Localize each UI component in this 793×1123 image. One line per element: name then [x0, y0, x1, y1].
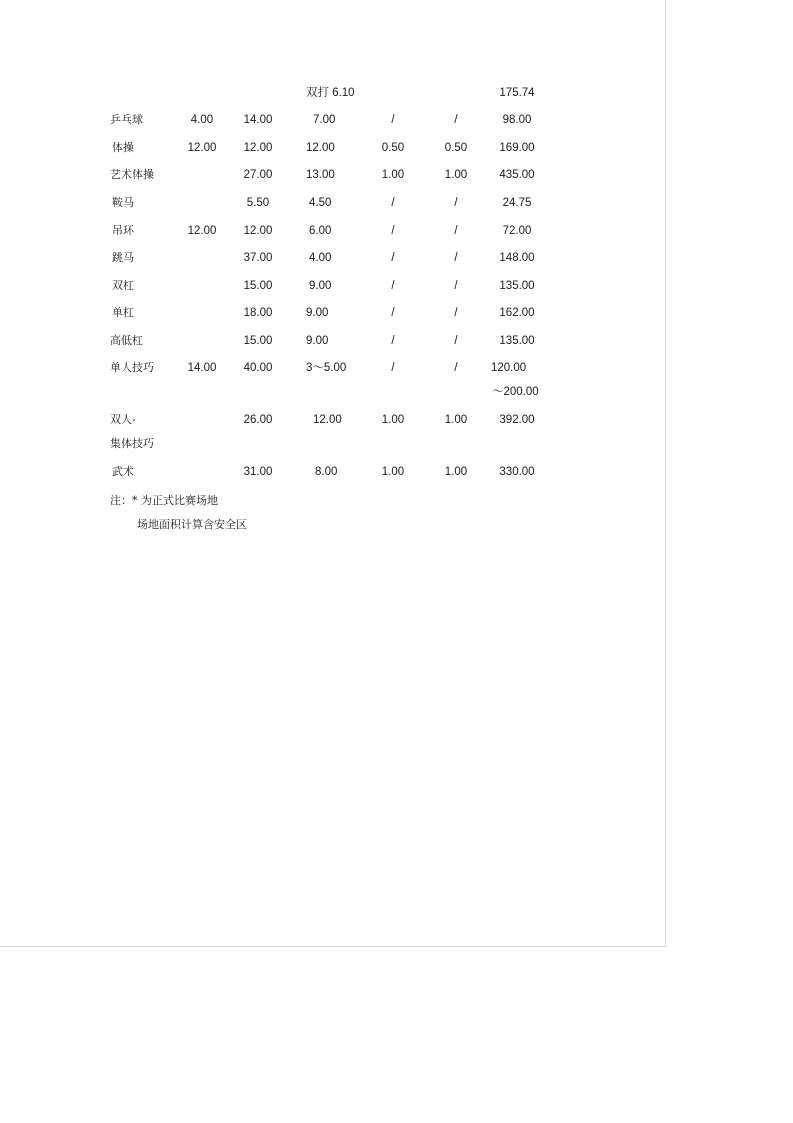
cell: 330.00 — [499, 466, 535, 478]
cell-doubles-width: 双打 6.10 — [306, 87, 355, 99]
cell: 15.00 — [243, 335, 273, 347]
cell: 13.00 — [306, 169, 335, 181]
cell: 31.00 — [243, 466, 273, 478]
cell: 3～5.00 — [306, 362, 347, 374]
cell: 135.00 — [499, 335, 535, 347]
row-name: 双杠 — [112, 279, 134, 292]
cell-doubles-area: 175.74 — [499, 87, 535, 99]
cell: 24.75 — [502, 197, 532, 209]
cell: 0.50 — [444, 142, 468, 154]
cell: / — [454, 362, 458, 374]
row-name: 单杠 — [112, 306, 134, 319]
cell: 98.00 — [502, 114, 532, 126]
row-name-continuation: 集体技巧 — [110, 437, 154, 450]
cell: 7.00 — [313, 114, 336, 126]
cell-continuation: ～200.00 — [492, 386, 539, 398]
cell: 40.00 — [243, 362, 273, 374]
cell: 12.00 — [187, 142, 217, 154]
cell: 1.00 — [381, 466, 405, 478]
row-name: 体操 — [112, 141, 134, 154]
row-name: 乒乓球 — [110, 113, 143, 126]
cell: 12.00 — [243, 225, 273, 237]
row-name: 单人技巧 — [110, 361, 154, 374]
cell: 392.00 — [499, 414, 535, 426]
cell: 15.00 — [243, 280, 273, 292]
cell: 12.00 — [243, 142, 273, 154]
cell: 1.00 — [381, 414, 405, 426]
cell: 435.00 — [499, 169, 535, 181]
cell: 9.00 — [306, 307, 329, 319]
cell: / — [454, 335, 458, 347]
cell: / — [391, 335, 395, 347]
cell: 72.00 — [502, 225, 532, 237]
cell: / — [391, 114, 395, 126]
cell: / — [391, 307, 395, 319]
cell: / — [391, 280, 395, 292]
cell: 9.00 — [309, 280, 332, 292]
cell: 120.00 — [491, 362, 527, 374]
cell: 1.00 — [381, 169, 405, 181]
cell: 1.00 — [444, 169, 468, 181]
row-name: 吊环 — [112, 224, 134, 237]
footnote-secondary: 场地面积计算含安全区 — [137, 518, 247, 531]
cell: / — [454, 307, 458, 319]
cell: / — [454, 252, 458, 264]
row-name: 艺术体操 — [110, 168, 154, 181]
cell: 169.00 — [499, 142, 535, 154]
cell: 12.00 — [306, 142, 335, 154]
cell: 14.00 — [187, 362, 217, 374]
cell: 14.00 — [243, 114, 273, 126]
cell: / — [391, 225, 395, 237]
cell: 1.00 — [444, 414, 468, 426]
row-name: 双人- — [110, 413, 136, 426]
cell: 1.00 — [444, 466, 468, 478]
cell: / — [454, 114, 458, 126]
row-name: 高低杠 — [110, 334, 143, 347]
cell: 37.00 — [243, 252, 273, 264]
row-name: 武术 — [112, 465, 134, 478]
cell: 135.00 — [499, 280, 535, 292]
row-name: 跳马 — [112, 251, 134, 264]
cell: 12.00 — [187, 225, 217, 237]
cell: 6.00 — [309, 225, 332, 237]
cell: 4.00 — [190, 114, 214, 126]
cell: 5.50 — [246, 197, 270, 209]
row-name: 鞍马 — [112, 196, 134, 209]
cell: 148.00 — [499, 252, 535, 264]
footnote: 注：* 为正式比赛场地 — [110, 494, 218, 507]
cell: 18.00 — [243, 307, 273, 319]
cell: 26.00 — [243, 414, 273, 426]
cell: / — [391, 362, 395, 374]
cell: / — [454, 280, 458, 292]
cell: / — [391, 252, 395, 264]
cell: / — [454, 197, 458, 209]
cell: 27.00 — [243, 169, 273, 181]
cell: 4.00 — [309, 252, 332, 264]
cell: 8.00 — [315, 466, 338, 478]
cell: / — [454, 225, 458, 237]
cell: / — [391, 197, 395, 209]
cell: 4.50 — [309, 197, 332, 209]
cell: 9.00 — [306, 335, 329, 347]
cell: 0.50 — [381, 142, 405, 154]
cell: 162.00 — [499, 307, 535, 319]
cell: 12.00 — [313, 414, 342, 426]
